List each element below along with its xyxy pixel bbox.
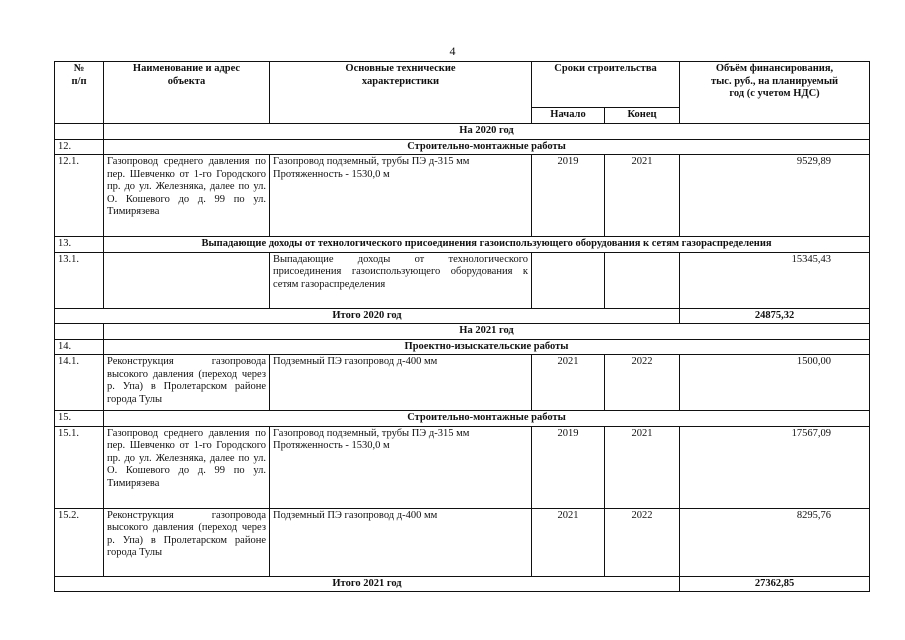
row-end: 2022 bbox=[605, 355, 680, 411]
page-number: 4 bbox=[449, 44, 456, 58]
total-label: Итого 2020 год bbox=[55, 308, 680, 324]
table-row bbox=[55, 508, 870, 576]
year-title-2021: На 2021 год bbox=[104, 324, 870, 340]
section-num: 15. bbox=[55, 411, 104, 427]
row-end: 2022 bbox=[605, 508, 680, 576]
row-end: 2021 bbox=[605, 155, 680, 237]
year-title-2020: На 2020 год bbox=[104, 124, 870, 140]
section-num: 12. bbox=[55, 139, 104, 155]
section-num: 13. bbox=[55, 237, 104, 253]
section-row-14 bbox=[55, 339, 870, 355]
header-name: Наименование и адрес объекта bbox=[104, 62, 270, 124]
header-num: № п/п bbox=[55, 62, 104, 124]
header-row bbox=[55, 62, 870, 108]
table-row bbox=[55, 426, 870, 508]
section-row-12 bbox=[55, 139, 870, 155]
row-end bbox=[605, 252, 680, 308]
section-row-15 bbox=[55, 411, 870, 427]
total-row-2020 bbox=[55, 308, 870, 324]
table-row bbox=[55, 155, 870, 237]
section-title: Строительно-монтажные работы bbox=[104, 139, 870, 155]
financing-table bbox=[54, 61, 870, 592]
section-num: 14. bbox=[55, 339, 104, 355]
row-num: 15.1. bbox=[55, 426, 104, 508]
total-value: 24875,32 bbox=[680, 308, 870, 324]
row-name: Газопровод среднего давления по пер. Шевченко от 1-го Городского пр. до ул. Железняка, далее по ул. О. Кошевого до д. 99 по ул. Тимирязева bbox=[104, 426, 270, 508]
row-chars: Подземный ПЭ газопровод д-400 мм bbox=[270, 508, 532, 576]
row-chars: Газопровод подземный, трубы ПЭ д-315 мм Протяженность - 1530,0 м bbox=[270, 426, 532, 508]
row-chars: Подземный ПЭ газопровод д-400 мм bbox=[270, 355, 532, 411]
header-terms: Сроки строительства bbox=[532, 62, 680, 108]
row-name bbox=[104, 252, 270, 308]
total-label: Итого 2021 год bbox=[55, 576, 680, 592]
row-num: 13.1. bbox=[55, 252, 104, 308]
row-name: Реконструкция газопровода высокого давления (переход через р. Упа) в Пролетарском районе города Тулы bbox=[104, 355, 270, 411]
row-value: 9529,89 bbox=[680, 155, 870, 237]
row-num: 12.1. bbox=[55, 155, 104, 237]
row-num: 14.1. bbox=[55, 355, 104, 411]
header-end: Конец bbox=[605, 108, 680, 124]
year-row-2020 bbox=[55, 124, 870, 140]
row-value: 17567,09 bbox=[680, 426, 870, 508]
row-chars: Газопровод подземный, трубы ПЭ д-315 мм Протяженность - 1530,0 м bbox=[270, 155, 532, 237]
row-name: Газопровод среднего давления по пер. Шевченко от 1-го Городского пр. до ул. Железняка, далее по ул. О. Кошевого до д. 99 по ул. Тимирязева bbox=[104, 155, 270, 237]
section-row-13 bbox=[55, 237, 870, 253]
row-value: 1500,00 bbox=[680, 355, 870, 411]
total-row-2021 bbox=[55, 576, 870, 592]
row-start: 2021 bbox=[532, 355, 605, 411]
table-row bbox=[55, 355, 870, 411]
row-value: 8295,76 bbox=[680, 508, 870, 576]
section-title: Выпадающие доходы от технологического присоединения газоиспользующего оборудования к сетям газораспределения bbox=[104, 237, 870, 253]
row-chars: Выпадающие доходы от технологического присоединения газоиспользующего оборудования к сетям газораспределения bbox=[270, 252, 532, 308]
section-title: Проектно-изыскательские работы bbox=[104, 339, 870, 355]
header-chars: Основные технические характеристики bbox=[270, 62, 532, 124]
row-start: 2019 bbox=[532, 155, 605, 237]
row-end: 2021 bbox=[605, 426, 680, 508]
row-start: 2019 bbox=[532, 426, 605, 508]
row-start: 2021 bbox=[532, 508, 605, 576]
row-name: Реконструкция газопровода высокого давления (переход через р. Упа) в Пролетарском районе города Тулы bbox=[104, 508, 270, 576]
year-row-2021 bbox=[55, 324, 870, 340]
row-start bbox=[532, 252, 605, 308]
total-value: 27362,85 bbox=[680, 576, 870, 592]
row-value: 15345,43 bbox=[680, 252, 870, 308]
table-row bbox=[55, 252, 870, 308]
section-title: Строительно-монтажные работы bbox=[104, 411, 870, 427]
row-num: 15.2. bbox=[55, 508, 104, 576]
header-start: Начало bbox=[532, 108, 605, 124]
header-finance: Объём финансирования, тыс. руб., на планируемый год (с учетом НДС) bbox=[680, 62, 870, 124]
